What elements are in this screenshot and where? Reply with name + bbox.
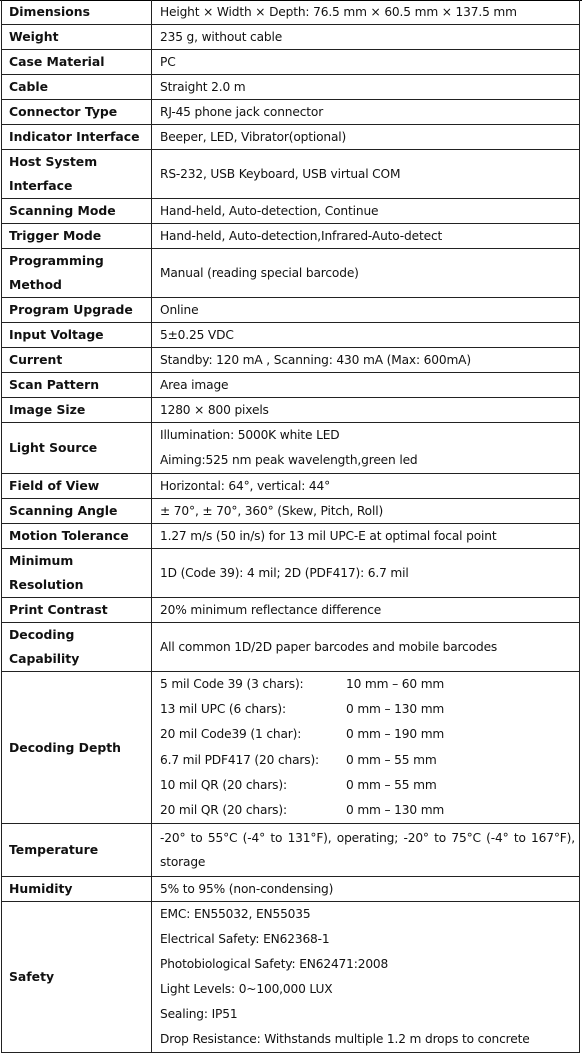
depth-range: 10 mm – 60 mm	[346, 677, 445, 691]
spec-label: Decoding Depth	[2, 672, 152, 824]
spec-row-image-size	[2, 398, 580, 423]
spec-label: Dimensions	[2, 0, 152, 25]
spec-label: Scan Pattern	[2, 373, 152, 398]
barcode-spec: 5 mil Code 39 (3 chars):	[160, 677, 304, 691]
spec-label: Safety	[2, 902, 152, 1053]
spec-table	[1, 0, 580, 1053]
spec-value: 1.27 m/s (50 in/s) for 13 mil UPC-E at optimal focal point	[152, 524, 580, 549]
decoding-depth-item	[160, 798, 575, 823]
spec-value: Hand-held, Auto-detection,Infrared-Auto-detect	[152, 224, 580, 249]
spec-label: Weight	[2, 25, 152, 50]
decoding-depth-item	[160, 672, 575, 697]
spec-label: Scanning Angle	[2, 499, 152, 524]
spec-row-scanning-mode	[2, 199, 580, 224]
spec-row-program-upgrade	[2, 298, 580, 323]
spec-row-motion-tolerance	[2, 524, 580, 549]
spec-label: Light Source	[2, 423, 152, 474]
spec-table-body	[2, 0, 580, 1053]
spec-label: Trigger Mode	[2, 224, 152, 249]
spec-value-line: Sealing: IP51	[160, 1007, 238, 1022]
spec-value: 1D (Code 39): 4 mil; 2D (PDF417): 6.7 mil	[152, 549, 580, 598]
spec-value: Area image	[152, 373, 580, 398]
spec-value-line: Electrical Safety: EN62368-1	[160, 932, 330, 947]
spec-label: Image Size	[2, 398, 152, 423]
spec-row-weight	[2, 25, 580, 50]
spec-label: Humidity	[2, 877, 152, 902]
spec-row-indicator-interface	[2, 125, 580, 150]
spec-label: Cable	[2, 75, 152, 100]
spec-value: Manual (reading special barcode)	[152, 249, 580, 298]
spec-row-temperature	[2, 824, 580, 877]
depth-range: 0 mm – 130 mm	[346, 802, 445, 817]
barcode-spec: 20 mil QR (20 chars):	[160, 802, 287, 817]
spec-row-light-source	[2, 423, 580, 474]
spec-label: Indicator Interface	[2, 125, 152, 150]
spec-value: Standby: 120 mA , Scanning: 430 mA (Max: 600mA)	[152, 348, 580, 373]
spec-value: All common 1D/2D paper barcodes and mobile barcodes	[152, 623, 580, 672]
spec-value: Beeper, LED, Vibrator(optional)	[152, 125, 580, 150]
spec-label: Case Material	[2, 50, 152, 75]
spec-row-scan-pattern	[2, 373, 580, 398]
spec-value: ± 70°, ± 70°, 360° (Skew, Pitch, Roll)	[152, 499, 580, 524]
spec-row-current	[2, 348, 580, 373]
decoding-depth-item	[160, 773, 575, 798]
decoding-depth-item	[160, 697, 575, 722]
spec-row-host-system-interface	[2, 150, 580, 199]
spec-label: Print Contrast	[2, 598, 152, 623]
spec-value	[152, 824, 580, 877]
spec-value-line: Aiming:525 nm peak wavelength,green led	[160, 453, 418, 467]
spec-label: Field of View	[2, 474, 152, 499]
spec-value: Online	[152, 298, 580, 323]
spec-row-cable	[2, 75, 580, 100]
spec-value: RJ-45 phone jack connector	[152, 100, 580, 125]
spec-label: Input Voltage	[2, 323, 152, 348]
spec-value: Straight 2.0 m	[152, 75, 580, 100]
decoding-depth-item	[160, 748, 575, 773]
barcode-spec: 20 mil Code39 (1 char):	[160, 727, 302, 742]
temperature-text: -20° to 55°C (-4° to 131°F), operating; -20° to 75°C (-4° to 167°F), storage	[160, 831, 575, 870]
spec-label: Decoding Capability	[2, 623, 152, 672]
spec-row-minimum-resolution	[2, 549, 580, 598]
spec-row-decoding-depth	[2, 672, 580, 824]
barcode-spec: 10 mil QR (20 chars):	[160, 777, 287, 792]
spec-value: Horizontal: 64°, vertical: 44°	[152, 474, 580, 499]
depth-range: 0 mm – 55 mm	[346, 752, 437, 767]
spec-row-print-contrast	[2, 598, 580, 623]
spec-label: Minimum Resolution	[2, 549, 152, 598]
spec-row-decoding-capability	[2, 623, 580, 672]
spec-value-line: Drop Resistance: Withstands multiple 1.2 m drops to concrete	[160, 1032, 530, 1047]
spec-value	[152, 672, 580, 824]
barcode-spec: 6.7 mil PDF417 (20 chars):	[160, 752, 320, 767]
spec-row-field-of-view	[2, 474, 580, 499]
spec-value: 20% minimum reflectance difference	[152, 598, 580, 623]
spec-row-trigger-mode	[2, 224, 580, 249]
barcode-spec: 13 mil UPC (6 chars):	[160, 702, 286, 717]
spec-row-programming-method	[2, 249, 580, 298]
spec-value: 5±0.25 VDC	[152, 323, 580, 348]
spec-row-scanning-angle	[2, 499, 580, 524]
spec-value	[152, 902, 580, 1053]
spec-value: 235 g, without cable	[152, 25, 580, 50]
depth-range: 0 mm – 55 mm	[346, 777, 437, 792]
spec-label: Programming Method	[2, 249, 152, 298]
spec-value: 5% to 95% (non-condensing)	[152, 877, 580, 902]
spec-row-input-voltage	[2, 323, 580, 348]
spec-value: Hand-held, Auto-detection, Continue	[152, 199, 580, 224]
depth-range: 0 mm – 190 mm	[346, 727, 445, 742]
spec-value-line: Light Levels: 0~100,000 LUX	[160, 982, 333, 997]
spec-label: Program Upgrade	[2, 298, 152, 323]
spec-row-humidity	[2, 877, 580, 902]
spec-value-line: Illumination: 5000K white LED	[160, 428, 340, 442]
spec-value-line: Photobiological Safety: EN62471:2008	[160, 957, 389, 972]
spec-row-case-material	[2, 50, 580, 75]
spec-label: Current	[2, 348, 152, 373]
spec-row-safety	[2, 902, 580, 1053]
spec-label: Host System Interface	[2, 150, 152, 199]
spec-value	[152, 423, 580, 474]
spec-label: Connector Type	[2, 100, 152, 125]
spec-value: PC	[152, 50, 580, 75]
spec-label: Scanning Mode	[2, 199, 152, 224]
decoding-depth-item	[160, 722, 575, 747]
spec-label: Temperature	[2, 824, 152, 877]
depth-range: 0 mm – 130 mm	[346, 702, 445, 717]
spec-value: RS-232, USB Keyboard, USB virtual COM	[152, 150, 580, 199]
spec-value: Height × Width × Depth: 76.5 mm × 60.5 mm × 137.5 mm	[152, 0, 580, 25]
spec-row-dimensions	[2, 0, 580, 25]
spec-label: Motion Tolerance	[2, 524, 152, 549]
spec-row-connector-type	[2, 100, 580, 125]
spec-value-line: EMC: EN55032, EN55035	[160, 907, 311, 922]
spec-value: 1280 × 800 pixels	[152, 398, 580, 423]
